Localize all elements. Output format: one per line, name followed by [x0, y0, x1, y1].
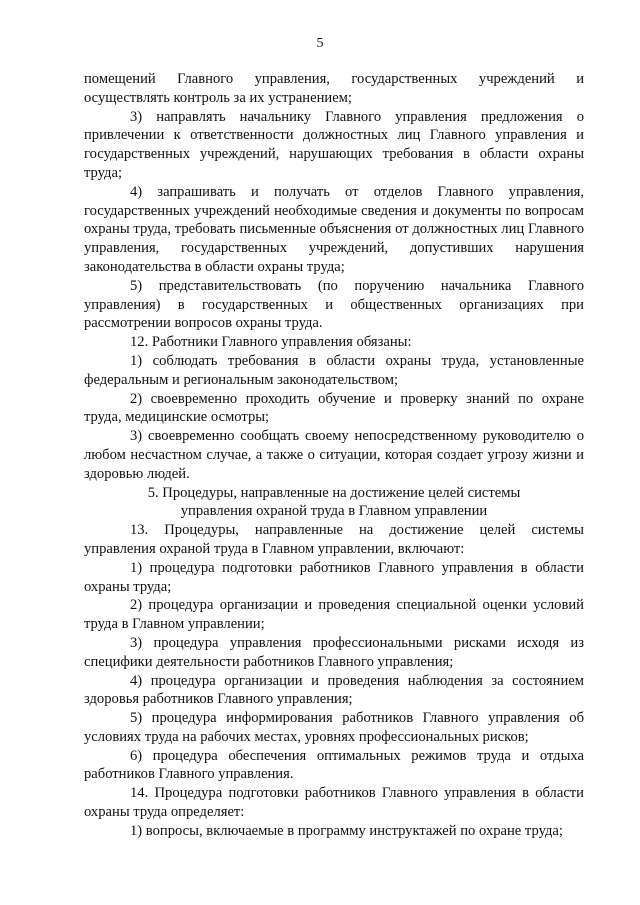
paragraph-clause-12: 12. Работники Главного управления обязаны: — [130, 334, 412, 351]
paragraph-training-item-1: 1) вопросы, включаемые в программу инструктажей по охране труда; — [130, 822, 563, 839]
page-number: 5 — [316, 36, 324, 51]
document-body — [84, 70, 584, 841]
paragraph-clause-13: 13. Процедуры, направленные на достижение целей системы управления охраной труда в Главном управлении, включают: — [84, 522, 584, 557]
paragraph-procedure-5: 5) процедура информирования работников Главного управления об условиях труда на рабочих местах, уровнях профессиональных рисков; — [84, 710, 584, 745]
paragraph-item-5-represent: 5) представительствовать (по поручению начальника Главного управления) в государственных и общественных организациях при рассмотрении вопросов охраны труда. — [84, 277, 584, 332]
paragraph-procedure-3: 3) процедура управления профессиональными рисками исходя из специфики деятельности работников Главного управления; — [84, 634, 584, 670]
paragraph-clause-14: 14. Процедура подготовки работников Главного управления в области охраны труда определяет: — [84, 785, 584, 821]
paragraph-duty-2: 2) своевременно проходить обучение и проверку знаний по охране труда, медицинские осмотры; — [84, 390, 584, 426]
paragraph-duty-1: 1) соблюдать требования в области охраны труда, установленные федеральным и региональным законодательством; — [84, 352, 584, 388]
paragraph-item-4-request-information: 4) запрашивать и получать от отделов Главного управления, государственных учреждений необходимые сведения и документы по вопросам охраны труда, требовать письменные объяснения от должностных лиц Главного управления, государственных учреждений, допустивших нарушения законодательства в области охраны труда; — [84, 183, 584, 275]
paragraph-procedure-2: 2) процедура организации и проведения специальной оценки условий труда в Главном управлении; — [84, 597, 584, 633]
paragraph-duty-3: 3) своевременно сообщать своему непосредственному руководителю о любом несчастном случае, а также о ситуации, которая создает угрозу жизни и здоровью людей. — [84, 428, 584, 482]
paragraph-item-3-direct-proposals: 3) направлять начальнику Главного управления предложения о привлечении к ответственности должностных лиц Главного управления и государственных учреждений, нарушающих требования в области охраны труда; — [84, 108, 584, 181]
paragraph-procedure-6: 6) процедура обеспечения оптимальных режимов труда и отдыха работников Главного управления. — [84, 747, 584, 783]
paragraph-continuation: помещений Главного управления, государственных учреждений и осуществлять контроль за их устранением; — [84, 71, 584, 106]
paragraph-procedure-4: 4) процедура организации и проведения наблюдения за состоянием здоровья работников Главного управления; — [84, 672, 584, 708]
section-heading: 5. Процедуры, направленные на достижение целей системы управления охраной труда в Главном управлении — [147, 484, 521, 520]
paragraph-procedure-1: 1) процедура подготовки работников Главного управления в области охраны труда; — [84, 559, 584, 595]
